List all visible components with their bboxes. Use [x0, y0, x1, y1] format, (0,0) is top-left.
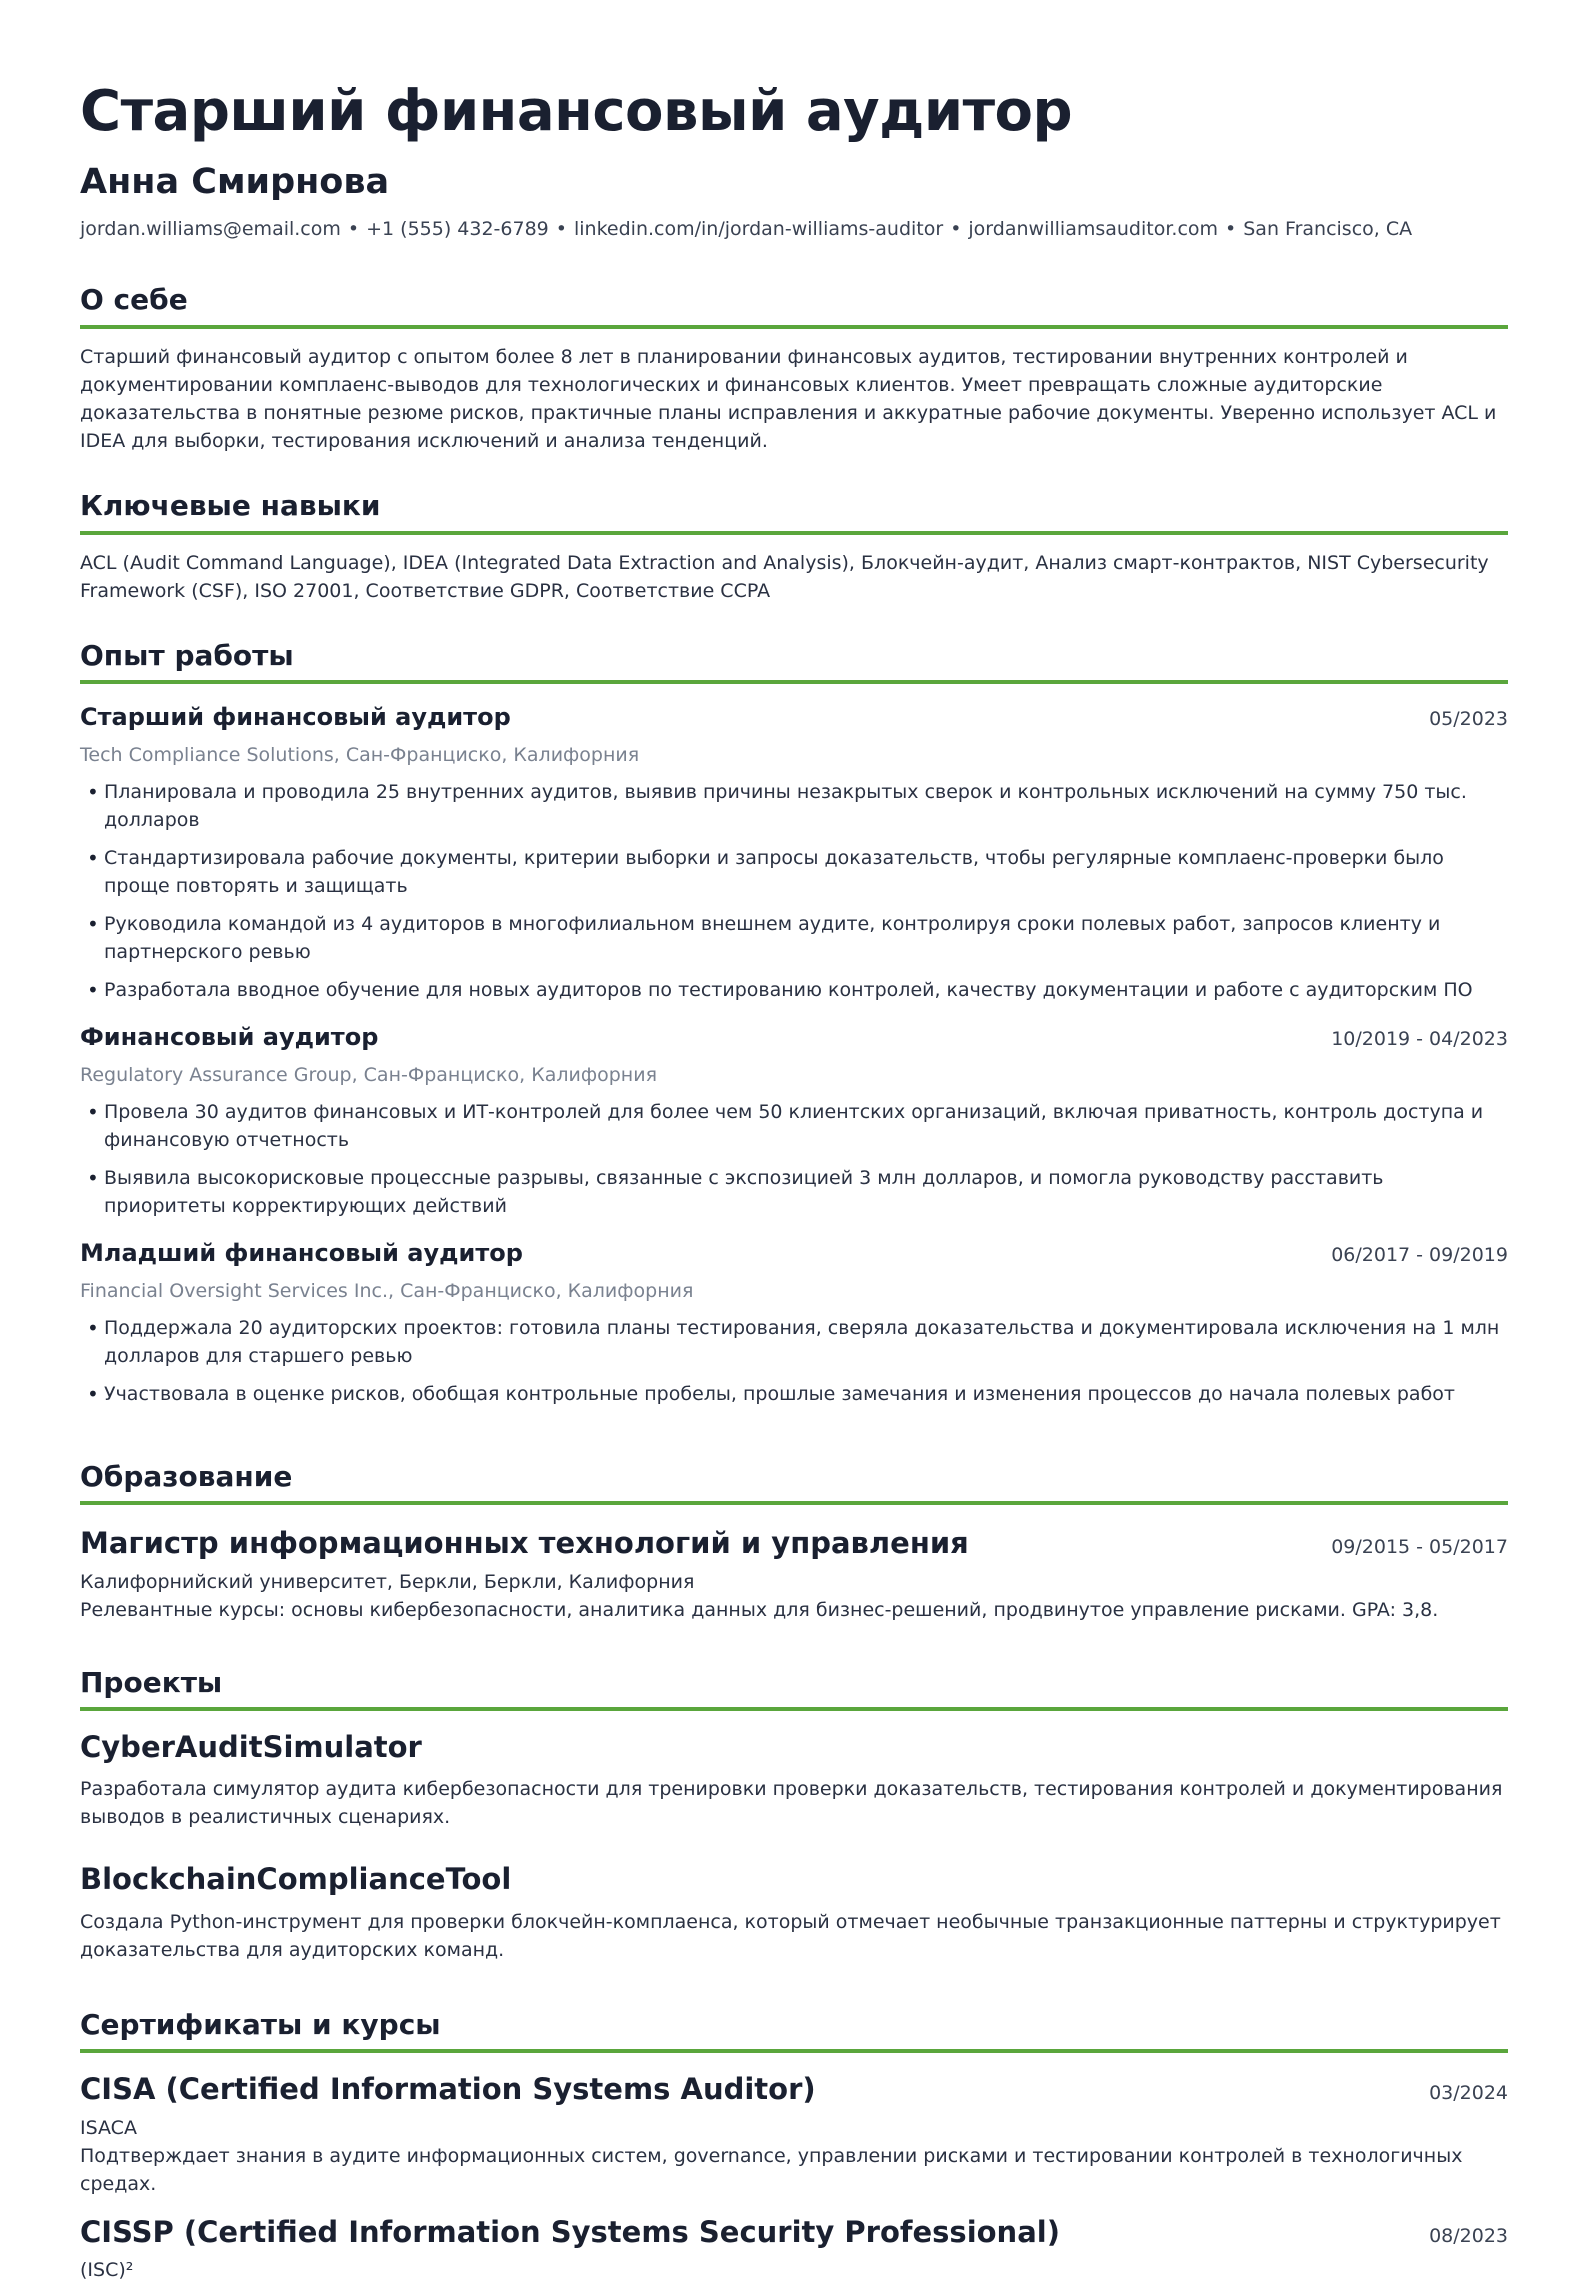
contact-linkedin[interactable]: linkedin.com/in/jordan-williams-auditor	[573, 217, 944, 240]
job-date: 05/2023	[1429, 708, 1508, 731]
resume-title: Старший финансовый аудитор	[80, 79, 1073, 144]
about-text: Старший финансовый аудитор с опытом более 8 лет в планировании финансовых аудитов, тестировании внутренних контролей и документировании комплаенс-выводов для технологических и финансовых клиентов. Умеет превращать сложные аудиторские доказательства в понятные резюме рисков, практичные планы исправления и аккуратные рабочие документы. Уверенно использует ACL и IDEA для выборки, тестирования исключений и анализа тенденций.	[80, 345, 1497, 452]
job-company: Regulatory Assurance Group, Сан-Франциско, Калифорния	[80, 1064, 657, 1087]
about-section	[80, 283, 1508, 455]
cert-date: 08/2023	[1429, 2224, 1508, 2247]
project-entry	[80, 1729, 1508, 1831]
skills-section	[80, 489, 1508, 605]
cert-name: CISSP (Certified Information Systems Security Professional)	[80, 2214, 1060, 2249]
cert-description: Подтверждает знания в аудите информационных систем, governance, управлении рисками и тестировании контролей в технологичных средах.	[80, 2144, 1463, 2195]
resume-header	[80, 80, 1508, 241]
project-name: CyberAuditSimulator	[80, 1730, 422, 1765]
job-entry	[80, 702, 1508, 1004]
job-title: Старший финансовый аудитор	[80, 703, 511, 732]
certifications-section	[80, 2008, 1508, 2284]
job-company: Financial Oversight Services Inc., Сан-Франциско, Калифорния	[80, 1280, 694, 1303]
job-entry	[80, 1238, 1508, 1408]
project-description: Создала Python-инструмент для проверки блокчейн-комплаенса, который отмечает необычные транзакционные паттерны и структурирует доказательства для аудиторских команд.	[80, 1910, 1501, 1961]
education-details: Релевантные курсы: основы кибербезопасности, аналитика данных для бизнес-решений, продвинутое управление рисками. GPA: 3,8.	[80, 1598, 1439, 1621]
section-heading: Образование	[80, 1460, 1508, 1506]
job-company: Tech Compliance Solutions, Сан-Франциско, Калифорния	[80, 744, 640, 767]
cert-issuer: (ISC)²	[80, 2258, 134, 2281]
job-bullets	[80, 1098, 1508, 1220]
projects-section	[80, 1666, 1508, 1964]
cert-entry	[80, 2214, 1508, 2284]
cert-entry	[80, 2071, 1508, 2197]
candidate-name: Анна Смирнова	[80, 162, 390, 203]
job-bullet: • Планировала и проводила 25 внутренних аудитов, выявив причины незакрытых сверок и контрольных исключений на сумму 750 тыс. долларов	[80, 778, 1508, 834]
job-title: Младший финансовый аудитор	[80, 1238, 523, 1267]
job-title: Финансовый аудитор	[80, 1022, 379, 1051]
contact-separator: •	[347, 217, 360, 240]
section-heading: Проекты	[80, 1666, 1508, 1712]
job-bullet: • Участвовала в оценке рисков, обобщая контрольные пробелы, прошлые замечания и изменения процессов до начала полевых работ	[80, 1380, 1508, 1408]
skills-text: ACL (Audit Command Language), IDEA (Integrated Data Extraction and Analysis), Блокчейн-аудит, Анализ смарт-контрактов, NIST Cybersecurity Framework (CSF), ISO 27001, Соответствие GDPR, Соответствие CCPA	[80, 551, 1489, 602]
contact-separator: •	[1225, 217, 1237, 240]
contact-phone[interactable]: +1 (555) 432-6789	[366, 217, 549, 240]
job-date: 06/2017 - 09/2019	[1331, 1243, 1508, 1266]
job-bullet: • Поддержала 20 аудиторских проектов: готовила планы тестирования, сверяла доказательства и документировала исключения на 1 млн долларов для старшего ревью	[80, 1314, 1508, 1370]
contact-separator: •	[950, 217, 962, 240]
education-entry	[80, 1525, 1508, 1623]
degree-title: Магистр информационных технологий и управления	[80, 1526, 969, 1561]
project-entry	[80, 1861, 1508, 1963]
contact-line	[80, 217, 1508, 242]
job-bullet: • Провела 30 аудитов финансовых и ИТ-контролей для более чем 50 клиентских организаций, включая приватность, контроль доступа и финансовую отчетность	[80, 1098, 1508, 1154]
education-date: 09/2015 - 05/2017	[1331, 1536, 1508, 1559]
section-heading: Ключевые навыки	[80, 489, 1508, 535]
project-description: Разработала симулятор аудита кибербезопасности для тренировки проверки доказательств, тестирования контролей и документирования выводов в реалистичных сценариях.	[80, 1778, 1503, 1829]
contact-separator: •	[555, 217, 567, 240]
job-bullet: • Разработала вводное обучение для новых аудиторов по тестированию контролей, качеству документации и работе с аудиторским ПО	[80, 976, 1508, 1004]
job-bullets	[80, 1314, 1508, 1408]
job-date: 10/2019 - 04/2023	[1331, 1027, 1508, 1050]
school-name: Калифорнийский университет, Беркли, Беркли, Калифорния	[80, 1570, 695, 1593]
experience-section	[80, 639, 1508, 1408]
section-heading: Сертификаты и курсы	[80, 2008, 1508, 2054]
job-bullet: • Выявила высокорисковые процессные разрывы, связанные с экспозицией 3 млн долларов, и помогла руководству расставить приоритеты корректирующих действий	[80, 1164, 1508, 1220]
section-heading: Опыт работы	[80, 639, 1508, 685]
contact-location: San Francisco, CA	[1243, 217, 1413, 240]
cert-name: CISA (Certified Information Systems Auditor)	[80, 2072, 816, 2107]
education-section	[80, 1460, 1508, 1624]
project-name: BlockchainComplianceTool	[80, 1862, 512, 1897]
contact-email[interactable]: jordan.williams@email.com	[80, 217, 341, 240]
job-bullets	[80, 778, 1508, 1004]
job-bullet: • Руководила командой из 4 аудиторов в многофилиальном внешнем аудите, контролируя сроки полевых работ, запросов клиенту и партнерского ревью	[80, 910, 1508, 966]
cert-date: 03/2024	[1429, 2082, 1508, 2105]
cert-issuer: ISACA	[80, 2116, 137, 2139]
contact-website[interactable]: jordanwilliamsauditor.com	[968, 217, 1219, 240]
job-entry	[80, 1022, 1508, 1220]
section-heading: О себе	[80, 283, 1508, 329]
job-bullet: • Стандартизировала рабочие документы, критерии выборки и запросы доказательств, чтобы регулярные комплаенс-проверки было проще повторять и защищать	[80, 844, 1508, 900]
